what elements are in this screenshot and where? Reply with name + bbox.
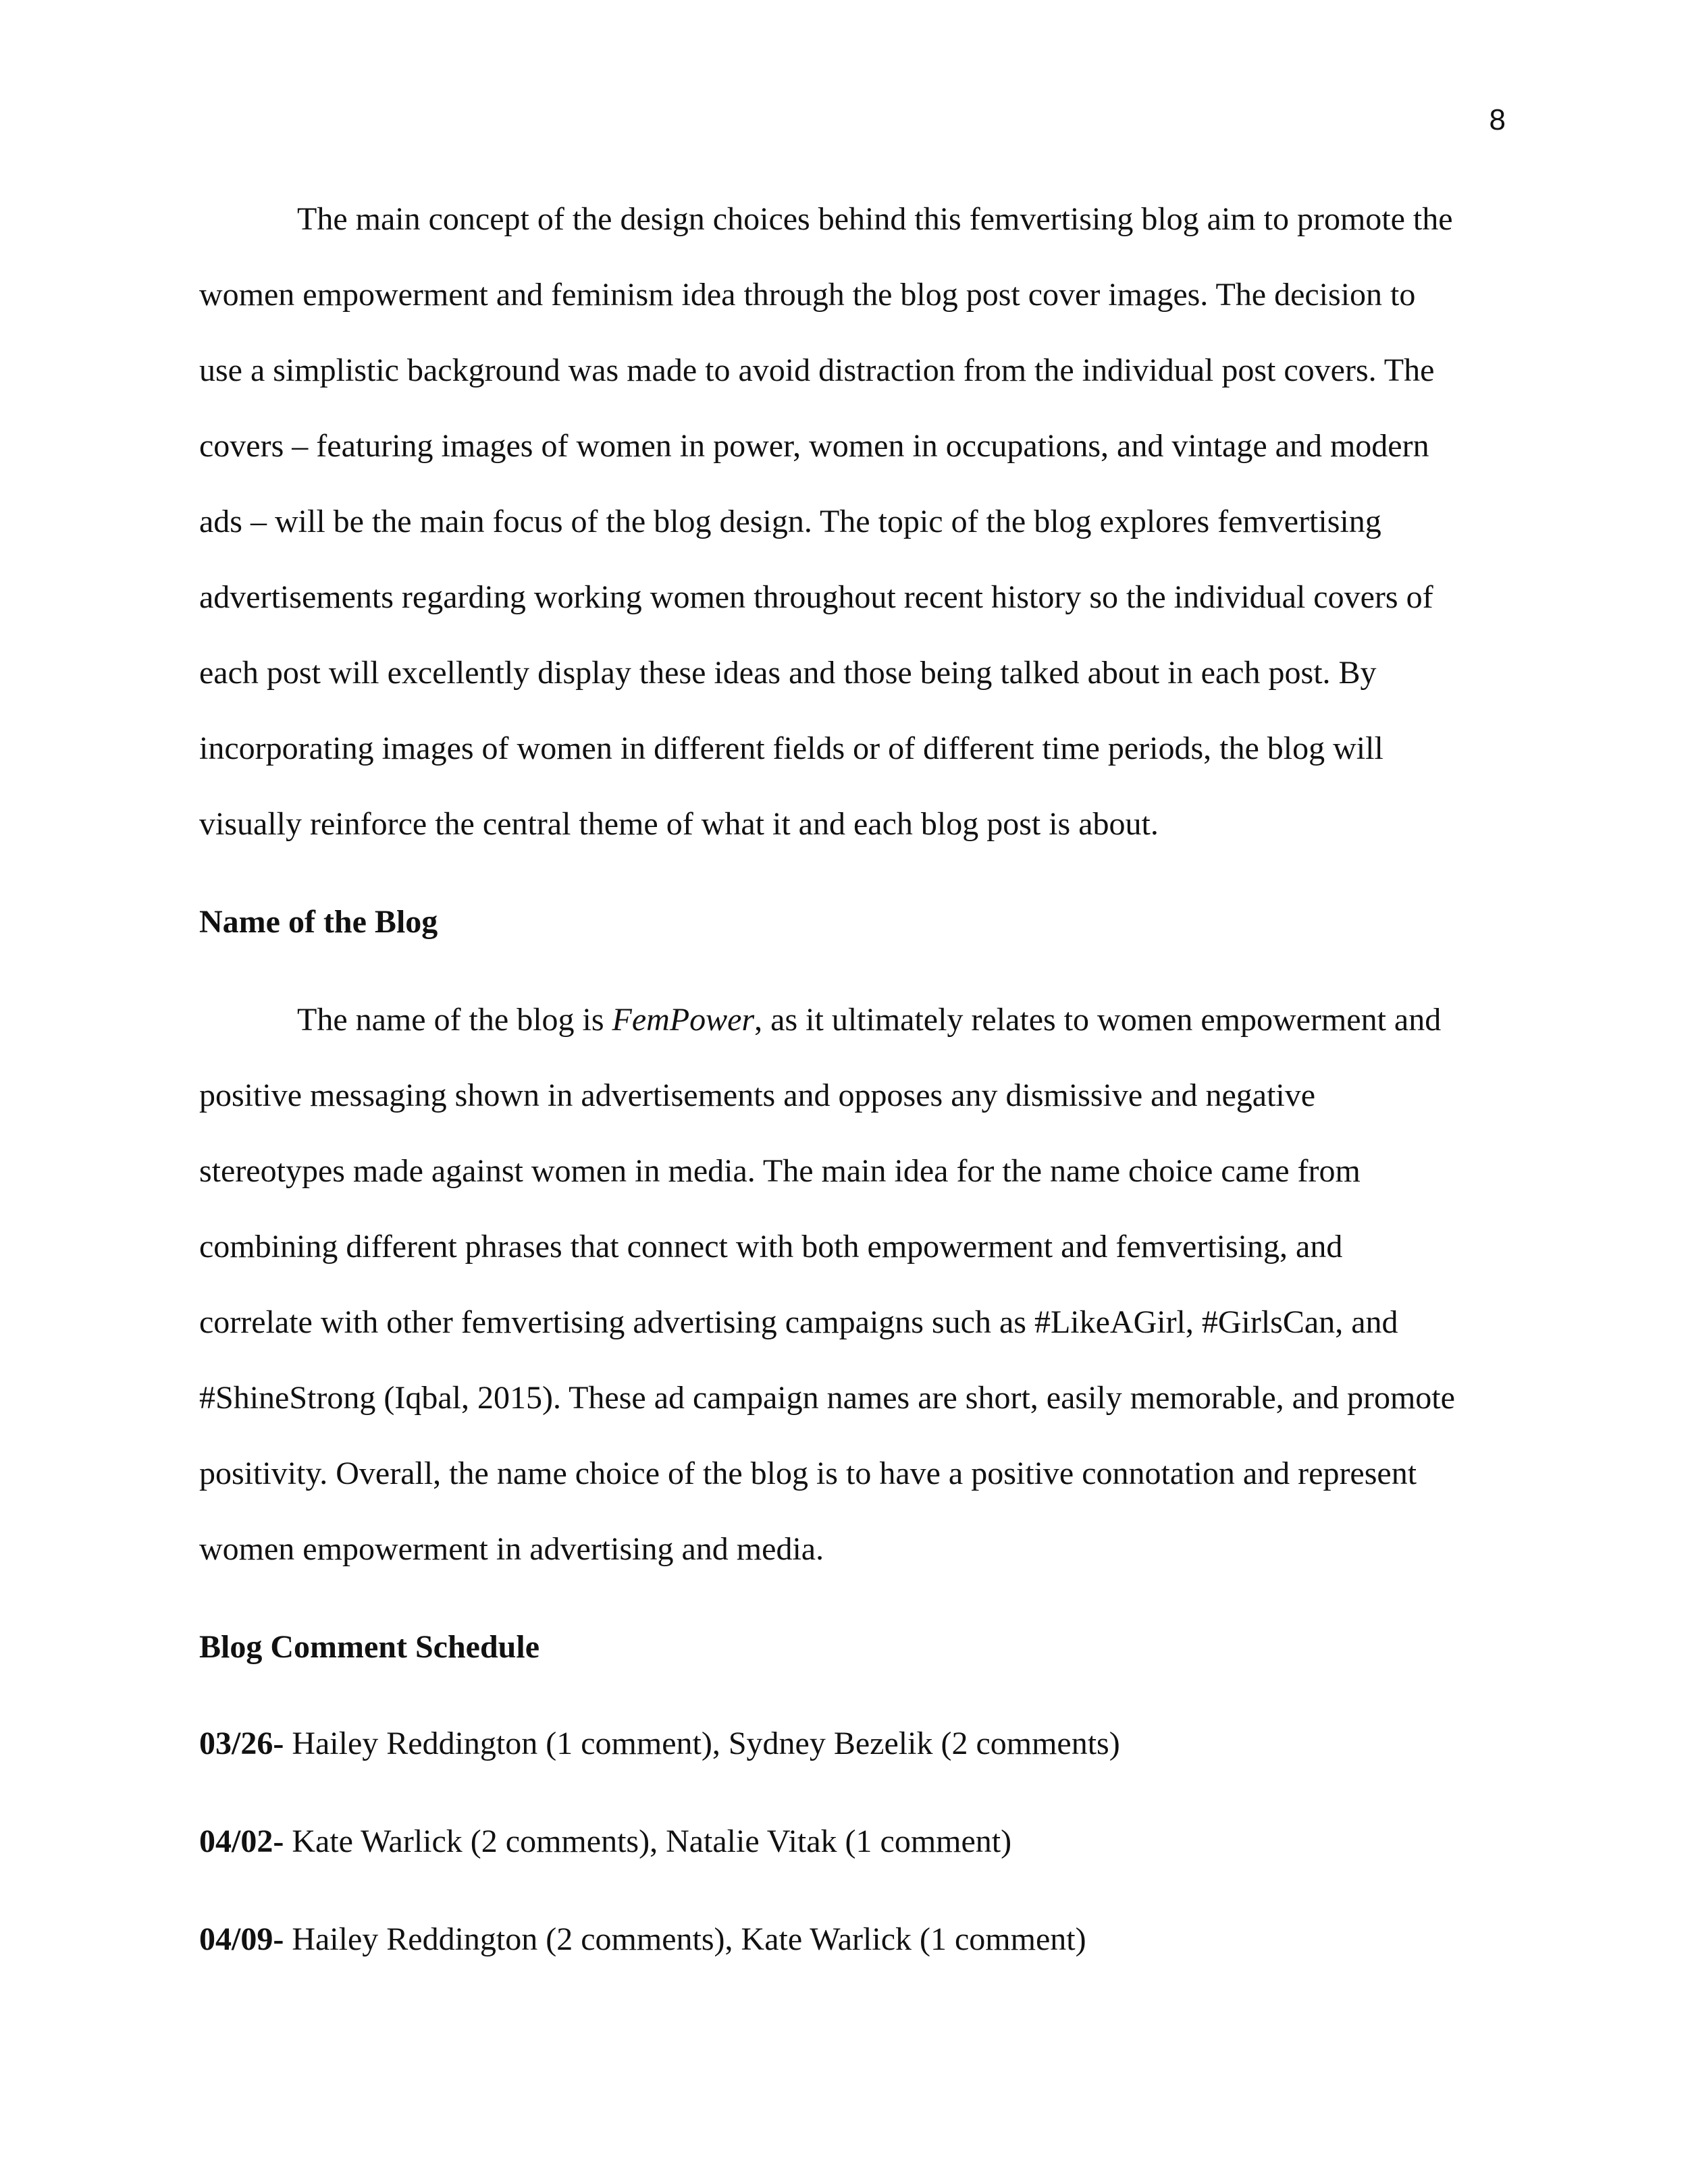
schedule-text: Hailey Reddington (2 comments), Kate Warlick (1 comment) [284,1921,1086,1957]
schedule-date: 03/26- [199,1726,284,1761]
schedule-text: Kate Warlick (2 comments), Natalie Vitak (1 comment) [284,1823,1012,1859]
section-heading-name: Name of the Blog [199,904,438,940]
paragraph-line: visually reinforce the central theme of what it and each blog post is about. [199,806,1159,842]
section-heading-schedule: Blog Comment Schedule [199,1629,539,1665]
paragraph-line: women empowerment in advertising and media. [199,1531,824,1567]
text-run: The name of the blog is [297,1002,612,1038]
paragraph-line: each post will excellently display these ideas and those being talked about in each post. By [199,655,1377,691]
paragraph-line: advertisements regarding working women throughout recent history so the individual covers of [199,579,1433,615]
paragraph-line: stereotypes made against women in media. The main idea for the name choice came from [199,1153,1361,1189]
schedule-date: 04/09- [199,1921,284,1957]
paragraph-line: positivity. Overall, the name choice of the blog is to have a positive connotation and represent [199,1456,1417,1491]
text-run: , as it ultimately relates to women empowerment and [754,1002,1442,1038]
schedule-date: 04/02- [199,1823,284,1859]
blog-name: FemPower [612,1002,755,1038]
paragraph-line: women empowerment and feminism idea through the blog post cover images. The decision to [199,277,1416,313]
paragraph-line: covers – featuring images of women in power, women in occupations, and vintage and modern [199,428,1429,464]
schedule-text: Hailey Reddington (1 comment), Sydney Bezelik (2 comments) [284,1726,1120,1761]
paragraph-line: The main concept of the design choices behind this femvertising blog aim to promote the [297,201,1453,237]
paragraph-line [297,998,1441,1042]
paragraph-line: incorporating images of women in different fields or of different time periods, the blog will [199,730,1383,766]
paragraph-line: #ShineStrong (Iqbal, 2015). These ad campaign names are short, easily memorable, and promote [199,1380,1455,1416]
schedule-entry [199,1918,1086,1961]
paragraph-line: correlate with other femvertising advertising campaigns such as #LikeAGirl, #GirlsCan, and [199,1304,1398,1340]
page-number: 8 [1489,103,1506,136]
paragraph-line: combining different phrases that connect with both empowerment and femvertising, and [199,1229,1343,1264]
paragraph-line: use a simplistic background was made to avoid distraction from the individual post covers. The [199,352,1435,388]
schedule-entry [199,1820,1011,1863]
paragraph-line: positive messaging shown in advertisements and opposes any dismissive and negative [199,1077,1316,1113]
paragraph-line: ads – will be the main focus of the blog design. The topic of the blog explores femvertising [199,504,1381,539]
schedule-entry [199,1722,1120,1765]
